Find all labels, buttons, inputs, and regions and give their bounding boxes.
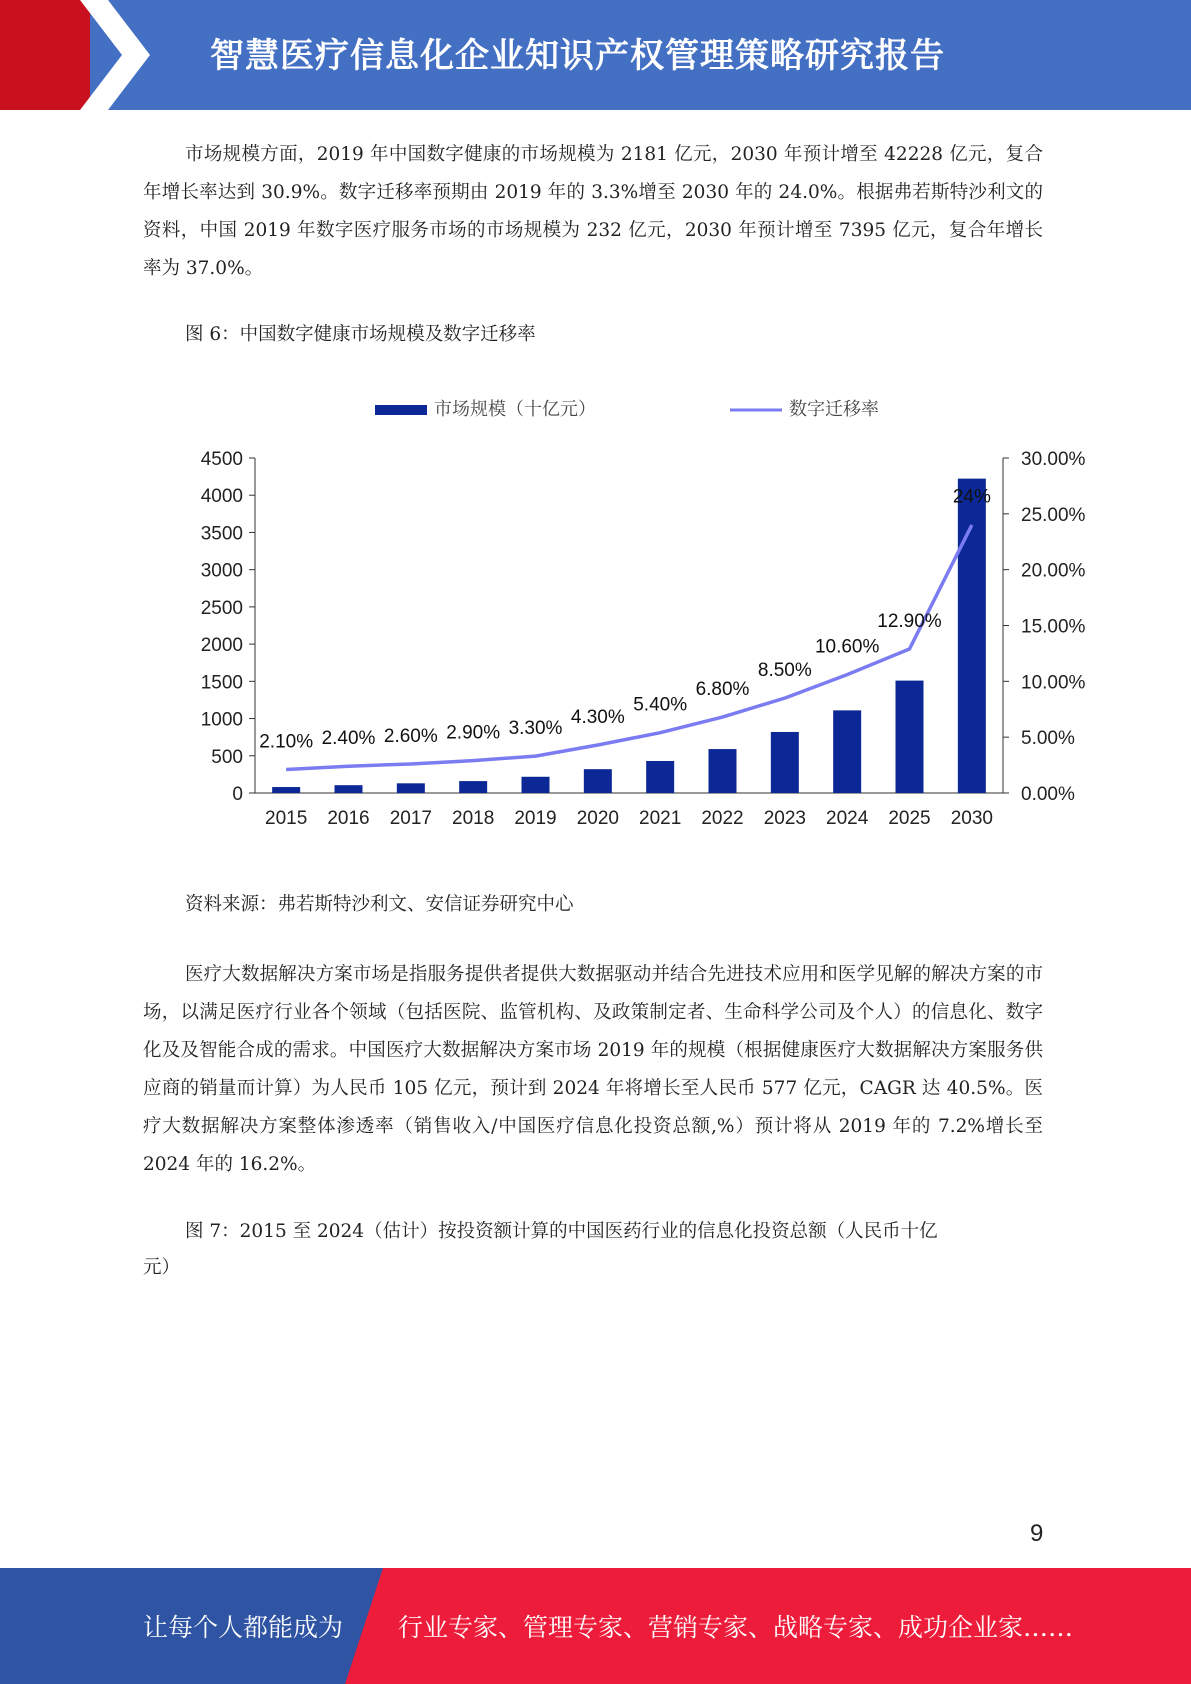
left-tick-label: 2500 [200, 597, 243, 619]
right-tick-label: 5.00% [1021, 728, 1075, 750]
left-tick-label: 1500 [200, 672, 243, 694]
data-label-migration-rate: 12.90% [877, 610, 942, 632]
legend-swatch-bar [375, 405, 427, 415]
left-tick-label: 2000 [200, 635, 243, 657]
x-tick-label: 2021 [639, 808, 682, 829]
right-tick-label: 10.00% [1021, 672, 1086, 694]
x-tick-label: 2016 [327, 808, 370, 829]
data-label-migration-rate: 5.40% [633, 694, 688, 716]
data-label-migration-rate: 2.10% [259, 731, 314, 753]
x-tick-label: 2017 [389, 808, 432, 829]
left-tick-label: 4500 [200, 449, 243, 470]
data-label-migration-rate: 10.60% [814, 636, 880, 658]
footer-slogan-right: 行业专家、管理专家、营销专家、战略专家、成功企业家…… [398, 1613, 1074, 1642]
page-footer [0, 1568, 1191, 1684]
x-tick-label: 2020 [576, 808, 619, 829]
chart-legend [375, 399, 879, 419]
chart-data-labels [259, 487, 991, 753]
bar-market-size [459, 781, 487, 793]
bar-market-size [771, 732, 799, 793]
data-label-migration-rate: 2.60% [383, 725, 438, 747]
x-tick-label: 2025 [888, 808, 931, 829]
data-label-migration-rate: 2.90% [446, 722, 501, 744]
bar-market-size [272, 787, 300, 793]
right-tick-label: 30.00% [1021, 449, 1086, 470]
legend-label-line: 数字迁移率 [789, 399, 879, 419]
bar-market-size [896, 681, 924, 793]
report-title: 智慧医疗信息化企业知识产权管理策略研究报告 [210, 36, 945, 76]
paragraph-market-size: 市场规模方面，2019 年中国数字健康的市场规模为 2181 亿元，2030 年预计增至 42228 亿元，复合年增长率达到 30.9%。数字迁移率预期由 2019 年的 3.3%增至 2030 年的 24.0%。根据弗若斯特沙利文的资料，中国 2019 年数字医疗服务市场的市场规模为 232 亿元，2030 年预计增至 7395 亿元，复合年增长率为 37.0%。 [143, 144, 1043, 279]
x-tick-label: 2018 [452, 808, 495, 829]
x-tick-label: 2022 [701, 808, 744, 829]
bar-market-size [584, 769, 612, 793]
bar-market-size [397, 783, 425, 793]
bar-market-size [646, 761, 674, 793]
data-label-migration-rate: 6.80% [695, 679, 750, 701]
data-label-migration-rate: 3.30% [508, 718, 563, 740]
data-label-migration-rate: 24% [952, 486, 991, 508]
figure-7-caption-continued: 元） [143, 1257, 181, 1278]
x-tick-label: 2019 [514, 808, 557, 829]
page-number: 9 [1030, 1520, 1044, 1547]
left-tick-label: 3000 [200, 560, 243, 582]
x-tick-label: 2023 [763, 808, 806, 829]
left-tick-label: 0 [232, 784, 243, 805]
data-label-migration-rate: 2.40% [321, 728, 376, 750]
figure-6-source: 资料来源：弗若斯特沙利文、安信证券研究中心 [185, 894, 574, 915]
footer-slogan-left: 让每个人都能成为 [143, 1613, 344, 1642]
left-tick-label: 3500 [200, 523, 243, 545]
bar-market-size [522, 777, 550, 793]
x-tick-label: 2024 [826, 808, 869, 829]
right-tick-label: 0.00% [1021, 784, 1075, 805]
left-tick-label: 500 [211, 746, 243, 768]
legend-label-bar: 市场规模（十亿元） [434, 399, 596, 419]
bar-market-size [833, 710, 861, 793]
right-tick-label: 15.00% [1021, 616, 1086, 638]
data-label-migration-rate: 8.50% [757, 660, 812, 682]
data-label-migration-rate: 4.30% [570, 706, 625, 728]
x-tick-label: 2030 [950, 808, 993, 829]
left-tick-label: 1000 [200, 709, 243, 731]
bar-market-size [709, 749, 737, 793]
figure-6-caption: 图 6：中国数字健康市场规模及数字迁移率 [185, 324, 536, 345]
chart-digital-health-market [200, 385, 1110, 845]
paragraph-big-data: 医疗大数据解决方案市场是指服务提供者提供大数据驱动并结合先进技术应用和医学见解的解决方案的市场，以满足医疗行业各个领域（包括医院、监管机构、及政策制定者、生命科学公司及个人）的信息化、数字化及及智能合成的需求。中国医疗大数据解决方案市场 2019 年的规模（根据健康医疗大数据解决方案服务供应商的销量而计算）为人民币 105 亿元，预计到 2024 年将增长至人民币 577 亿元，CAGR 达 40.5%。医疗大数据解决方案整体渗透率（销售收入/中国医疗信息化投资总额,%）预计将从 2019 年的 7.2%增长至 2024 年的 16.2%。 [143, 964, 1043, 1175]
x-tick-label: 2015 [265, 808, 308, 829]
bar-market-size [335, 785, 363, 793]
right-tick-label: 20.00% [1021, 560, 1086, 582]
left-tick-label: 4000 [200, 486, 243, 508]
right-tick-label: 25.00% [1021, 504, 1086, 526]
figure-7-caption: 图 7：2015 至 2024（估计）按投资额计算的中国医药行业的信息化投资总额（人民币十亿 [185, 1221, 938, 1242]
page-header [0, 0, 1191, 110]
